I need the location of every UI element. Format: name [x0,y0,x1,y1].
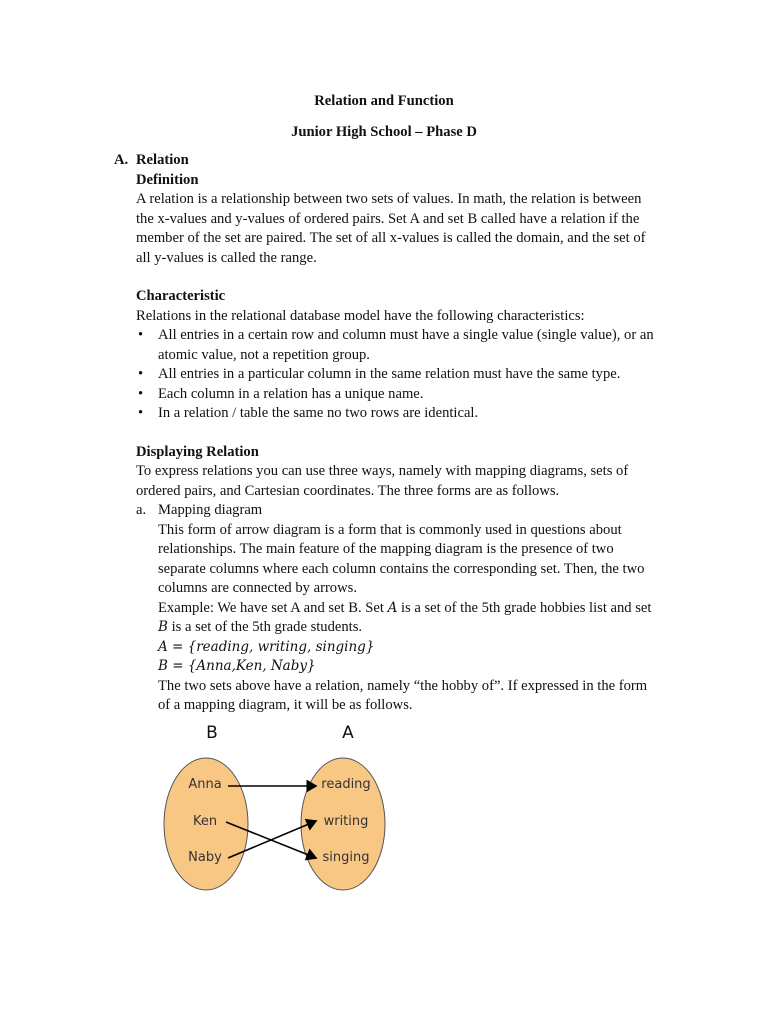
displaying-line: ordered pairs, and Cartesian coordinates. The three forms are as follows. [136,482,560,499]
after-line: The two sets above have a relation, namely “the hobby of”. If expressed in the form [158,677,648,694]
set-a-label: A [342,723,354,743]
list-item: • All entries in a particular column in the same relation must have the same type. [136,365,674,385]
mapping-line: This form of arrow diagram is a form that is commonly used in questions about [158,521,622,538]
set-a-item: writing [323,814,369,829]
section-name: Relation [136,152,189,168]
list-item: • All entries in a certain row and column must have a single value (single value), or an atomic value, not a repetition group. [136,326,674,365]
displaying-heading: Displaying Relation [136,443,259,460]
section-letter: A. [114,152,129,168]
displaying-line: To express relations you can use three ways, namely with mapping diagrams, sets of [136,463,629,479]
set-a-item: singing [322,850,370,865]
mapping-line: columns are connected by arrows. [158,580,357,596]
section-heading [114,151,674,171]
definition-line: A relation is a relationship between two sets of values. In math, the relation is between [136,191,642,207]
set-b-item: Naby [188,850,222,865]
set-a-item: reading [321,777,371,792]
example-line: Example: We have set A and set B. Set A is a set of the 5th grade hobbies list and set [158,599,652,616]
document-body [114,151,674,716]
definition-line: all y-values is called the range. [136,249,317,266]
list-item: • Each column in a relation has a unique name. [136,385,674,405]
example-line: B is a set of the 5th grade students. [158,619,363,635]
subsection-heading [136,501,674,521]
characteristic-list [136,326,674,424]
set-b-item: Anna [188,777,222,792]
mapping-line: relationships. The main feature of the mapping diagram is the presence of two [158,541,614,557]
definition-line: the x-values and y-values of ordered pairs. Set A and set B called have a relation if the [136,210,640,227]
document-title: Relation and Function [314,93,454,109]
characteristic-intro: Relations in the relational database model have the following characteristics: [136,307,585,324]
document-subtitle: Junior High School – Phase D [291,124,477,140]
set-b-label: B [206,723,218,743]
list-item: • In a relation / table the same no two rows are identical. [136,404,674,424]
set-b-expression: B = {Anna,Ken, Naby} [158,658,316,674]
characteristic-heading: Characteristic [136,288,226,304]
subsection-letter: a. [136,502,147,518]
set-b-item: Ken [192,814,218,829]
set-a-expression: A = {reading, writing, singing} [158,638,375,655]
mapping-line: separate columns where each column contains the corresponding set. Then, the two [158,560,645,577]
definition-line: member of the set are paired. The set of all x-values is called the domain, and the set of [136,230,646,246]
subsection-title: Mapping diagram [158,502,263,518]
mapping-diagram [150,720,410,900]
definition-heading: Definition [136,171,199,188]
after-line: of a mapping diagram, it will be as follows. [158,697,413,713]
